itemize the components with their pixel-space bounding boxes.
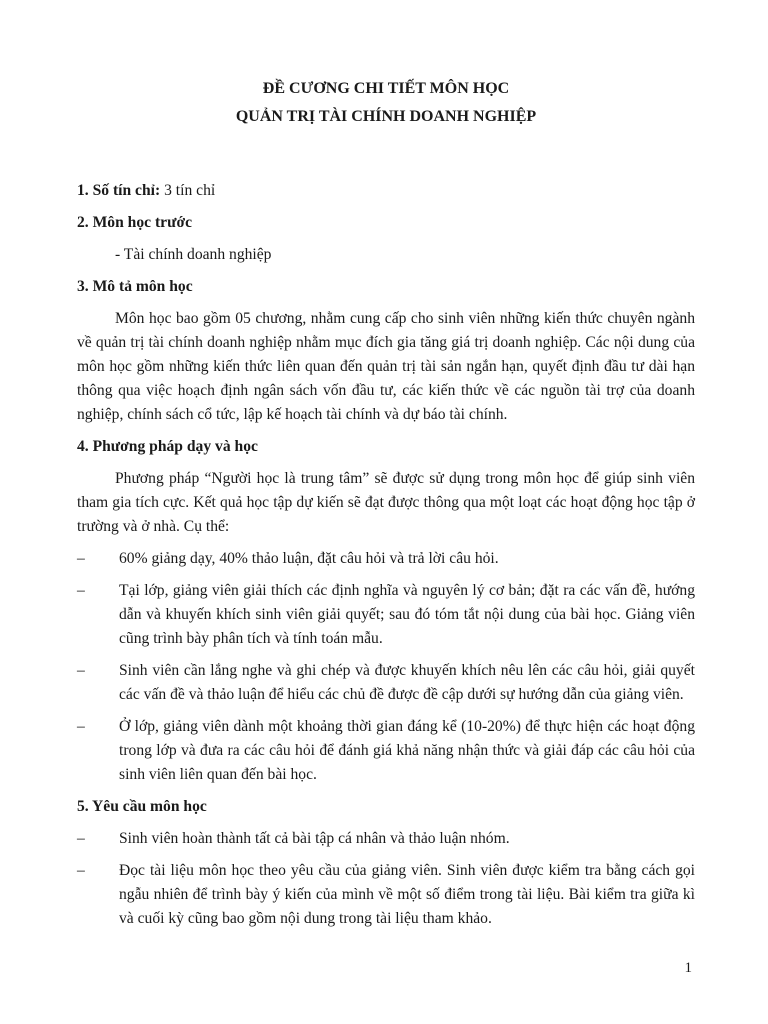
list-item	[77, 659, 695, 707]
bullet-marker: –	[77, 662, 85, 679]
bullet-text: Tại lớp, giảng viên giải thích các định nghĩa và nguyên lý cơ bản; đặt ra các vấn đề, hướng dẫn và khuyến khích sinh viên giải quyết; sau đó tóm tắt nội dung của bài học. Giảng viên cũng trình bày phân tích và tính toán mẫu.	[119, 582, 695, 647]
doc-title-line1: ĐỀ CƯƠNG CHI TIẾT MÔN HỌC	[262, 80, 510, 97]
prerequisite-item: - Tài chính doanh nghiệp	[115, 246, 272, 263]
doc-title-line2: QUẢN TRỊ TÀI CHÍNH DOANH NGHIỆP	[235, 108, 537, 125]
section-prerequisite-label: 2. Môn học trước	[77, 214, 192, 231]
list-item	[77, 715, 695, 787]
section-description-label: 3. Mô tả môn học	[77, 278, 193, 295]
bullet-text: Đọc tài liệu môn học theo yêu cầu của giảng viên. Sinh viên được kiểm tra bằng cách gọi ngẫu nhiên để trình bày ý kiến của mình về một số điểm trong tài liệu. Bài kiểm tra giữa kì và cuối kỳ cũng bao gồm nội dung trong tài liệu tham khảo.	[119, 862, 695, 927]
bullet-marker: –	[77, 718, 85, 735]
bullet-text: 60% giảng dạy, 40% thảo luận, đặt câu hỏi và trả lời câu hỏi.	[119, 550, 499, 567]
section-credits-value: 3 tín chỉ	[160, 182, 216, 199]
bullet-marker: –	[77, 550, 85, 567]
section-credits	[77, 179, 695, 203]
requirements-bullet-list	[77, 827, 695, 931]
list-item	[77, 579, 695, 651]
section-description	[77, 275, 695, 299]
section-method-label: 4. Phương pháp dạy và học	[77, 438, 258, 455]
list-item	[77, 827, 695, 851]
bullet-marker: –	[77, 830, 85, 847]
section-requirements-label: 5. Yêu cầu môn học	[77, 798, 207, 815]
page-number: 1	[684, 960, 692, 976]
list-item	[77, 547, 695, 571]
section-prerequisite	[77, 211, 695, 235]
bullet-text: Ở lớp, giảng viên dành một khoảng thời gian đáng kể (10-20%) để thực hiện các hoạt động trong lớp và đưa ra các câu hỏi để đánh giá khả năng nhận thức và giải đáp các câu hỏi của sinh viên liên quan đến bài học.	[119, 718, 695, 783]
section-method	[77, 435, 695, 459]
section-requirements	[77, 795, 695, 819]
bullet-text: Sinh viên hoàn thành tất cả bài tập cá nhân và thảo luận nhóm.	[119, 830, 510, 847]
bullet-marker: –	[77, 582, 85, 599]
description-paragraph: Môn học bao gồm 05 chương, nhằm cung cấp cho sinh viên những kiến thức chuyên ngành về quản trị tài chính doanh nghiệp nhằm mục đích gia tăng giá trị doanh nghiệp. Các nội dung của môn học gồm những kiến thức liên quan đến quản trị tài sản ngắn hạn, quyết định đầu tư dài hạn thông qua việc hoạch định ngân sách vốn đầu tư, các kiến thức về các nguồn tài trợ của doanh nghiệp, chính sách cổ tức, lập kế hoạch tài chính và dự báo tài chính.	[77, 310, 695, 423]
method-paragraph: Phương pháp “Người học là trung tâm” sẽ được sử dụng trong môn học để giúp sinh viên tham gia tích cực. Kết quả học tập dự kiến sẽ đạt được thông qua một loạt các hoạt động học tập ở trường và ở nhà. Cụ thể:	[77, 470, 695, 535]
list-item	[77, 859, 695, 931]
section-credits-label: 1. Số tín chỉ:	[77, 182, 161, 199]
bullet-text: Sinh viên cần lắng nghe và ghi chép và được khuyến khích nêu lên các câu hỏi, giải quyết các vấn đề và thảo luận để hiểu các chủ đề được đề cập dưới sự hướng dẫn của giảng viên.	[119, 662, 695, 703]
method-bullet-list	[77, 547, 695, 787]
bullet-marker: –	[77, 862, 85, 879]
